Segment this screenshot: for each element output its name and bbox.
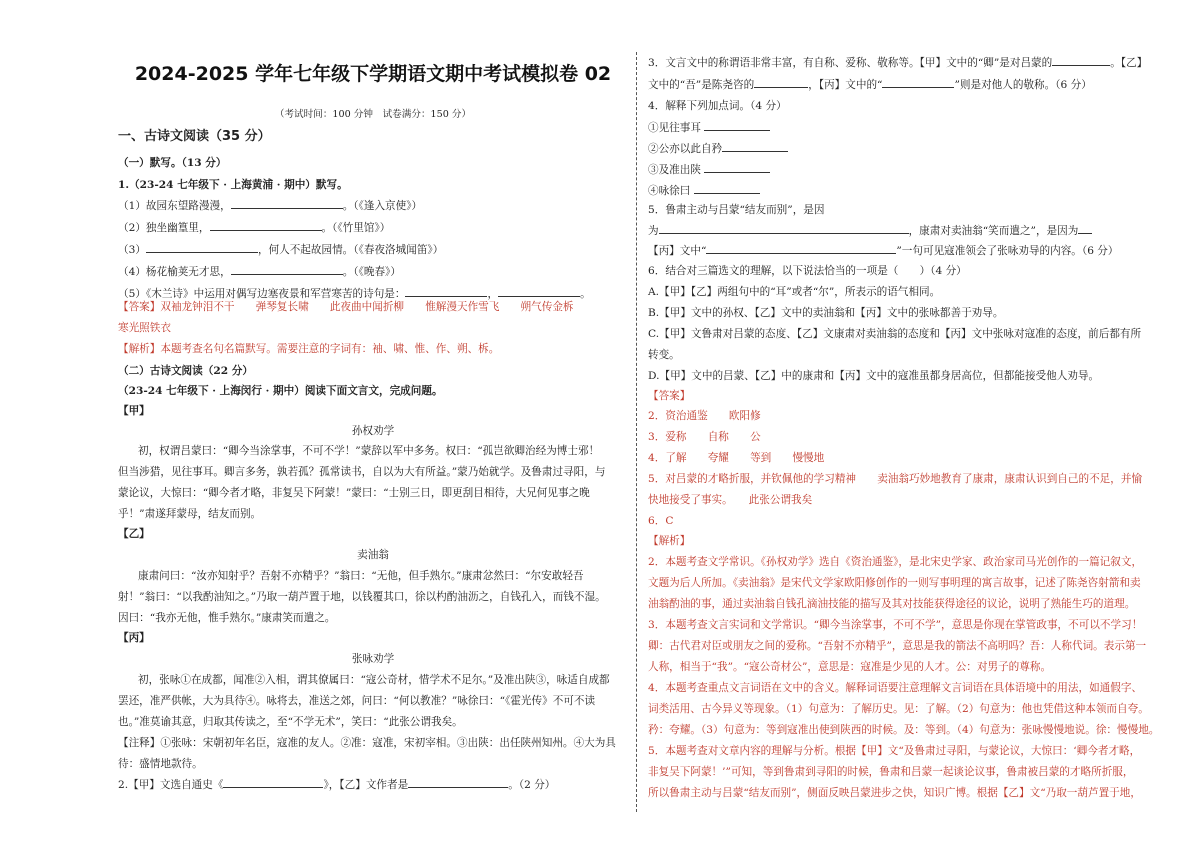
text-jia-line-1: 初，权谓吕蒙曰：“卿今当涂掌事，不可不学！”蒙辞以军中多务。权曰：“孤岂欲卿治经为博士邪！	[138, 445, 600, 457]
answer-5-line-2: 快地接受了事实。 此张公谓我矣	[648, 494, 813, 506]
text-bing-line-1: 初，张咏①在成都，闻准②入相，谓其僚属曰：“寇公奇材，惜学术不足尔。”及准出陕③，咏适自成都	[138, 674, 610, 686]
text-bing-title: 张咏劝学	[351, 653, 395, 665]
option-d: D.【甲】文中的吕蒙、【乙】中的康肃和【丙】文中的寇准虽都身居高位，但都能接受他人劝导。	[648, 370, 1100, 382]
analysis-5-line-3: 所以鲁肃主动与吕蒙“结友而别”，侧面反映吕蒙进步之快，知识广博。根据【乙】文“乃取一葫芦置于地，	[648, 787, 1141, 799]
answer-1-line-2: 寒光照铁衣	[118, 322, 171, 334]
answer-1-line-1: 【答案】双袖龙钟泪不干 弹琴复长啸 此夜曲中闻折柳 惟解漫天作雪飞 朔气传金柝	[118, 301, 574, 313]
answer-6: 6．C	[648, 515, 674, 527]
answer-heading: 【答案】	[648, 390, 691, 402]
analysis-4-line-2: 词类活用、古今异义等现象。（1）句意为：了解历史。见：了解。（2）句意为：他也凭借这种本领而自夸。	[648, 703, 1149, 715]
option-b: B.【甲】文中的孙权、【乙】文中的卖油翁和【丙】文中的张咏都善于劝导。	[648, 307, 1004, 319]
question-1-3: （3） ，何人不起故园情。（《春夜洛城闻笛》）	[118, 244, 444, 256]
text-yi-line-2: 射！”翁曰：“以我酌油知之。”乃取一葫芦置于地，以钱覆其口，徐以杓酌油沥之，自钱孔入，而钱不湿。	[118, 591, 606, 603]
question-5-line-3: 【丙】文中“ ”一句可见寇准领会了张咏劝导的内容。（6 分）	[648, 245, 1119, 257]
text-yi-label: 【乙】	[118, 528, 150, 540]
analysis-5-line-1: 5．本题考查对文章内容的理解与分析。根据【甲】文“及鲁肃过寻阳，与蒙论议，大惊曰：‘卿今者才略，	[648, 745, 1141, 757]
question-1-5: （5）《木兰诗》中运用对偶写边塞夜景和军营寒苦的诗句是： ， 。	[118, 288, 591, 300]
analysis-2-line-3: 油翁酌油的事，通过卖油翁自钱孔滴油技能的描写及其对技能获得途径的议论，说明了熟能生巧的道理。	[648, 598, 1136, 610]
page-title: 2024-2025 学年七年级下学期语文期中考试模拟卷 02	[134, 63, 612, 85]
subsection-2: （二）古诗文阅读（22 分）	[118, 365, 253, 377]
answer-3: 3．爱称 自称 公	[648, 431, 761, 443]
question-4-1: ①见往事耳	[648, 120, 770, 135]
analysis-4-line-3: 矜：夸耀。（3）句意为：等到寇准出使到陕西的时候。及：等到。（4）句意为：张咏慢慢地说。徐：慢慢地。	[648, 724, 1160, 736]
question-1-1: （1）故园东望路漫漫， 。（《逢入京使》）	[118, 200, 423, 212]
text-bing-line-3: 也。”准莫谕其意，归取其传读之，至“不学无术”，笑曰：“此张公谓我矣。	[118, 716, 463, 728]
option-a: A.【甲】【乙】两组句中的“耳”或者“尔”，所表示的语气相同。	[648, 286, 941, 298]
question-5-line-2: 为 ，康肃对卖油翁“笑而遣之”，是因为	[648, 223, 1092, 238]
analysis-3-line-1: 3．本题考查文言实词和文学常识。“卿今当涂掌事，不可不学”，意思是你现在掌管政事，不可以不学习！	[648, 619, 1143, 631]
text-yi-line-3: 因曰：“我亦无他，惟手熟尔。”康肃笑而遣之。	[118, 612, 336, 624]
column-divider	[636, 52, 637, 812]
question-4-2: ②公亦以此自矜	[648, 141, 788, 156]
analysis-4-line-1: 4．本题考查重点文言词语在文中的含义。解释词语要注意理解文言词语在具体语境中的用法，如通假字、	[648, 682, 1143, 694]
question-2-intro: （23-24 七年级下 · 上海闵行 · 期中）阅读下面文言文，完成问题。	[118, 385, 443, 397]
text-yi-line-1: 康肃问曰：“汝亦知射乎？吾射不亦精乎？”翁曰：“无他，但手熟尔。”康肃忿然曰：“尔安敢轻吾	[138, 570, 584, 582]
text-jia-title: 孙权劝学	[351, 425, 395, 437]
subsection-1: （一）默写。（13 分）	[118, 157, 227, 169]
exam-meta: （考试时间：100 分钟 试卷满分：150 分）	[274, 109, 472, 120]
annotation-line-2: 待：盛情地款待。	[118, 758, 203, 770]
question-1: 1.（23-24 七年级下 · 上海黄浦 · 期中）默写。	[118, 179, 348, 191]
answer-2: 2．资治通鉴 欧阳修	[648, 410, 761, 422]
question-4-4: ④咏徐曰	[648, 183, 760, 198]
section-1-heading: 一、古诗文阅读（35 分）	[118, 129, 271, 144]
text-jia-line-4: 乎！”肃遂拜蒙母，结友而别。	[118, 508, 262, 520]
answer-4: 4．了解 夸耀 等到 慢慢地	[648, 452, 825, 464]
text-jia-line-3: 蒙论议，大惊曰：“卿今者才略，非复吴下阿蒙！”蒙曰：“士别三日，即更刮目相待，大兄何见事之晚	[118, 487, 590, 499]
question-4-3: ③及准出陕	[648, 162, 770, 177]
question-2: 2.【甲】文选自通史《 》，【乙】文作者是 。（2 分）	[118, 779, 556, 791]
text-bing-label: 【丙】	[118, 632, 150, 644]
analysis-1: 【解析】本题考查名句名篇默写。需要注意的字词有：袖、啸、惟、作、朔、柝。	[118, 343, 500, 355]
question-1-4: （4）杨花榆荚无才思， 。（《晚春》）	[118, 266, 401, 278]
analysis-2-line-2: 文题为后人所加。《卖油翁》是宋代文学家欧阳修创作的一则写事明理的寓言故事，记述了陈尧咨射箭和卖	[648, 577, 1141, 589]
option-c-line-2: 转变。	[648, 349, 680, 361]
analysis-3-line-3: 人称，相当于“我”。“寇公奇材公”，意思是：寇准是少见的人才。公：对男子的尊称。	[648, 661, 1052, 673]
text-bing-line-2: 罢还，准严供帐，大为具待④。咏将去，准送之郊，问曰：“何以教准？”咏徐曰：“《霍光传》不可不读	[118, 695, 596, 707]
analysis-5-line-2: 非复吴下阿蒙！’”可知，等到鲁肃到寻阳的时候，鲁肃和吕蒙一起谈论议事，鲁肃被吕蒙的才略所折服，	[648, 766, 1134, 778]
question-6: 6．结合对三篇选文的理解，以下说法恰当的一项是（ ）（4 分）	[648, 265, 967, 277]
text-yi-title: 卖油翁	[357, 549, 389, 561]
text-jia-line-2: 但当涉猎，见往事耳。卿言多务，孰若孤？孤常读书，自以为大有所益。”蒙乃始就学。及鲁肃过寻阳，与	[118, 466, 606, 478]
question-3-line-1: 3．文言文中的称谓语非常丰富，有自称、爱称、敬称等。【甲】文中的“卿”是对吕蒙的 。【乙】	[648, 57, 1148, 69]
question-5-line-1: 5．鲁肃主动与吕蒙“结友而别”，是因	[648, 204, 825, 216]
question-4: 4．解释下列加点词。（4 分）	[648, 100, 787, 112]
right-column	[648, 0, 1160, 849]
left-column	[118, 0, 628, 849]
answer-5-line-1: 5．对吕蒙的才略折服，并钦佩他的学习精神 卖油翁巧妙地教育了康肃，康肃认识到自己的不足，并愉	[648, 473, 1143, 485]
analysis-heading: 【解析】	[648, 535, 691, 547]
question-1-2: （2）独坐幽篁里， 。（《竹里馆》）	[118, 222, 391, 234]
question-3-line-2: 文中的“吾”是陈尧咨的 ，【丙】文中的“ ”则是对他人的敬称。（6 分）	[648, 79, 1092, 91]
analysis-3-line-2: 卿：古代君对臣或朋友之间的爱称。“吾射不亦精乎”，意思是我的箭法不高明吗？吾：人称代词。表示第一	[648, 640, 1147, 652]
option-c-line-1: C.【甲】文鲁肃对吕蒙的态度、【乙】文康肃对卖油翁的态度和【丙】文中张咏对寇准的态度，前后都有所	[648, 328, 1142, 340]
text-jia-label: 【甲】	[118, 405, 150, 417]
annotation-line-1: 【注释】①张咏：宋朝初年名臣，寇准的友人。②准：寇准，宋初宰相。③出陕：出任陕州知州。④大为具	[118, 737, 616, 749]
analysis-2-line-1: 2．本题考查文学常识。《孙权劝学》选自《资治通鉴》，是北宋史学家、政治家司马光创作的一篇记叙文，	[648, 556, 1143, 568]
